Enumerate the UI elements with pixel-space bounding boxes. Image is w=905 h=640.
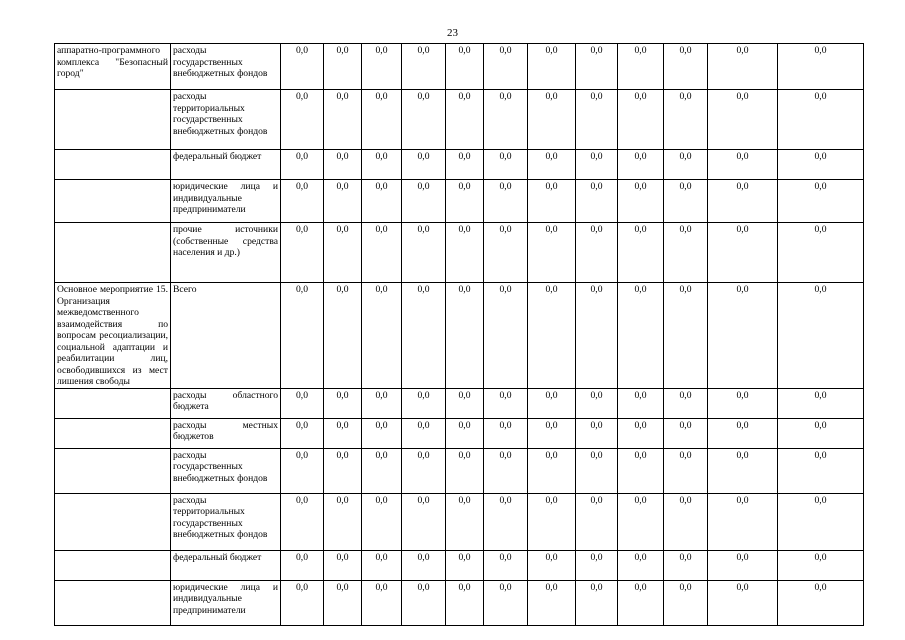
measure-name-continuation xyxy=(55,493,171,550)
value-cell: 0,0 xyxy=(778,90,864,150)
value-cell: 0,0 xyxy=(484,44,528,90)
value-cell: 0,0 xyxy=(446,448,484,493)
value-cell: 0,0 xyxy=(708,150,778,180)
table-row xyxy=(55,550,865,580)
value-cell: 0,0 xyxy=(664,44,708,90)
measure-name: аппаратно-программного комплекса "Безопасный город" xyxy=(55,44,171,90)
value-cell: 0,0 xyxy=(576,388,618,418)
value-cell: 0,0 xyxy=(484,150,528,180)
value-cell: 0,0 xyxy=(324,90,362,150)
value-cell: 0,0 xyxy=(446,90,484,150)
value-cell: 0,0 xyxy=(664,448,708,493)
value-cell: 0,0 xyxy=(324,388,362,418)
value-cell: 0,0 xyxy=(528,150,576,180)
value-cell: 0,0 xyxy=(324,493,362,550)
value-cell: 0,0 xyxy=(402,44,446,90)
funding-source: Всего xyxy=(171,283,281,389)
value-cell: 0,0 xyxy=(281,283,324,389)
value-cell: 0,0 xyxy=(778,283,864,389)
value-cell: 0,0 xyxy=(446,180,484,223)
value-cell: 0,0 xyxy=(576,580,618,625)
value-cell: 0,0 xyxy=(446,223,484,283)
value-cell: 0,0 xyxy=(402,580,446,625)
table-row xyxy=(55,44,865,90)
value-cell: 0,0 xyxy=(618,150,664,180)
value-cell: 0,0 xyxy=(324,44,362,90)
budget-table xyxy=(54,43,865,626)
value-cell: 0,0 xyxy=(618,223,664,283)
value-cell: 0,0 xyxy=(402,150,446,180)
value-cell: 0,0 xyxy=(708,550,778,580)
value-cell: 0,0 xyxy=(362,388,402,418)
value-cell: 0,0 xyxy=(281,580,324,625)
value-cell: 0,0 xyxy=(362,44,402,90)
value-cell: 0,0 xyxy=(778,44,864,90)
table-row xyxy=(55,223,865,283)
value-cell: 0,0 xyxy=(362,418,402,448)
value-cell: 0,0 xyxy=(362,223,402,283)
value-cell: 0,0 xyxy=(484,90,528,150)
value-cell: 0,0 xyxy=(528,580,576,625)
funding-source: расходы областного бюджета xyxy=(171,388,281,418)
table-row xyxy=(55,180,865,223)
value-cell: 0,0 xyxy=(484,448,528,493)
budget-table-body xyxy=(55,44,865,626)
value-cell: 0,0 xyxy=(708,180,778,223)
value-cell: 0,0 xyxy=(362,180,402,223)
value-cell: 0,0 xyxy=(446,580,484,625)
table-row xyxy=(55,418,865,448)
measure-name-continuation xyxy=(55,223,171,283)
funding-source: федеральный бюджет xyxy=(171,550,281,580)
value-cell: 0,0 xyxy=(528,448,576,493)
value-cell: 0,0 xyxy=(618,418,664,448)
value-cell: 0,0 xyxy=(484,180,528,223)
value-cell: 0,0 xyxy=(618,44,664,90)
value-cell: 0,0 xyxy=(281,90,324,150)
measure-name-continuation xyxy=(55,550,171,580)
value-cell: 0,0 xyxy=(484,550,528,580)
funding-source: расходы местных бюджетов xyxy=(171,418,281,448)
value-cell: 0,0 xyxy=(362,493,402,550)
value-cell: 0,0 xyxy=(528,418,576,448)
value-cell: 0,0 xyxy=(446,283,484,389)
value-cell: 0,0 xyxy=(281,493,324,550)
measure-name-continuation xyxy=(55,180,171,223)
value-cell: 0,0 xyxy=(778,388,864,418)
value-cell: 0,0 xyxy=(576,418,618,448)
value-cell: 0,0 xyxy=(778,180,864,223)
value-cell: 0,0 xyxy=(484,418,528,448)
value-cell: 0,0 xyxy=(281,150,324,180)
funding-source: расходы государственных внебюджетных фондов xyxy=(171,448,281,493)
value-cell: 0,0 xyxy=(708,90,778,150)
value-cell: 0,0 xyxy=(778,448,864,493)
value-cell: 0,0 xyxy=(446,150,484,180)
value-cell: 0,0 xyxy=(664,580,708,625)
value-cell: 0,0 xyxy=(402,448,446,493)
value-cell: 0,0 xyxy=(778,580,864,625)
value-cell: 0,0 xyxy=(484,493,528,550)
value-cell: 0,0 xyxy=(708,388,778,418)
value-cell: 0,0 xyxy=(362,580,402,625)
value-cell: 0,0 xyxy=(708,418,778,448)
value-cell: 0,0 xyxy=(576,550,618,580)
value-cell: 0,0 xyxy=(576,180,618,223)
value-cell: 0,0 xyxy=(402,388,446,418)
value-cell: 0,0 xyxy=(708,580,778,625)
value-cell: 0,0 xyxy=(281,180,324,223)
value-cell: 0,0 xyxy=(484,223,528,283)
value-cell: 0,0 xyxy=(484,283,528,389)
table-row xyxy=(55,493,865,550)
table-row xyxy=(55,580,865,625)
value-cell: 0,0 xyxy=(528,44,576,90)
value-cell: 0,0 xyxy=(778,493,864,550)
value-cell: 0,0 xyxy=(664,283,708,389)
value-cell: 0,0 xyxy=(618,388,664,418)
value-cell: 0,0 xyxy=(446,493,484,550)
value-cell: 0,0 xyxy=(402,283,446,389)
table-row xyxy=(55,388,865,418)
value-cell: 0,0 xyxy=(664,150,708,180)
table-row xyxy=(55,448,865,493)
value-cell: 0,0 xyxy=(324,418,362,448)
value-cell: 0,0 xyxy=(618,580,664,625)
measure-name-continuation xyxy=(55,448,171,493)
funding-source: расходы территориальных государственных внебюджетных фондов xyxy=(171,493,281,550)
value-cell: 0,0 xyxy=(402,418,446,448)
value-cell: 0,0 xyxy=(664,388,708,418)
measure-name-continuation xyxy=(55,388,171,418)
page-number: 23 xyxy=(447,27,458,39)
value-cell: 0,0 xyxy=(618,493,664,550)
value-cell: 0,0 xyxy=(664,180,708,223)
value-cell: 0,0 xyxy=(324,448,362,493)
value-cell: 0,0 xyxy=(664,550,708,580)
value-cell: 0,0 xyxy=(528,180,576,223)
value-cell: 0,0 xyxy=(281,44,324,90)
value-cell: 0,0 xyxy=(281,448,324,493)
value-cell: 0,0 xyxy=(618,550,664,580)
value-cell: 0,0 xyxy=(324,580,362,625)
value-cell: 0,0 xyxy=(402,180,446,223)
value-cell: 0,0 xyxy=(778,550,864,580)
value-cell: 0,0 xyxy=(528,90,576,150)
measure-name-continuation xyxy=(55,418,171,448)
measure-name-continuation xyxy=(55,580,171,625)
value-cell: 0,0 xyxy=(402,223,446,283)
value-cell: 0,0 xyxy=(708,223,778,283)
value-cell: 0,0 xyxy=(576,448,618,493)
value-cell: 0,0 xyxy=(618,283,664,389)
value-cell: 0,0 xyxy=(664,418,708,448)
value-cell: 0,0 xyxy=(528,550,576,580)
value-cell: 0,0 xyxy=(446,388,484,418)
value-cell: 0,0 xyxy=(281,223,324,283)
funding-source: расходы территориальных государственных внебюджетных фондов xyxy=(171,90,281,150)
value-cell: 0,0 xyxy=(446,44,484,90)
value-cell: 0,0 xyxy=(708,493,778,550)
value-cell: 0,0 xyxy=(362,150,402,180)
value-cell: 0,0 xyxy=(664,90,708,150)
value-cell: 0,0 xyxy=(324,283,362,389)
funding-source: расходы государственных внебюджетных фондов xyxy=(171,44,281,90)
table-row xyxy=(55,283,865,389)
value-cell: 0,0 xyxy=(402,493,446,550)
value-cell: 0,0 xyxy=(324,180,362,223)
value-cell: 0,0 xyxy=(576,90,618,150)
value-cell: 0,0 xyxy=(708,283,778,389)
value-cell: 0,0 xyxy=(324,550,362,580)
value-cell: 0,0 xyxy=(528,493,576,550)
funding-source: прочие источники (собственные средства населения и др.) xyxy=(171,223,281,283)
value-cell: 0,0 xyxy=(576,283,618,389)
value-cell: 0,0 xyxy=(446,550,484,580)
funding-source: федеральный бюджет xyxy=(171,150,281,180)
value-cell: 0,0 xyxy=(576,493,618,550)
value-cell: 0,0 xyxy=(362,283,402,389)
value-cell: 0,0 xyxy=(324,150,362,180)
value-cell: 0,0 xyxy=(362,550,402,580)
value-cell: 0,0 xyxy=(528,388,576,418)
value-cell: 0,0 xyxy=(664,493,708,550)
value-cell: 0,0 xyxy=(778,223,864,283)
value-cell: 0,0 xyxy=(362,448,402,493)
value-cell: 0,0 xyxy=(664,223,708,283)
value-cell: 0,0 xyxy=(281,388,324,418)
funding-source: юридические лица и индивидуальные предприниматели xyxy=(171,180,281,223)
measure-name-continuation xyxy=(55,90,171,150)
value-cell: 0,0 xyxy=(484,580,528,625)
measure-name: Основное мероприятие 15. Организация межведомственного взаимодействия по вопросам ресоциализации, социальной адаптации и реабилитации лиц, освободившихся из мест лишения свободы xyxy=(55,283,171,389)
value-cell: 0,0 xyxy=(708,44,778,90)
value-cell: 0,0 xyxy=(446,418,484,448)
value-cell: 0,0 xyxy=(576,223,618,283)
value-cell: 0,0 xyxy=(708,448,778,493)
value-cell: 0,0 xyxy=(618,448,664,493)
value-cell: 0,0 xyxy=(778,150,864,180)
table-row xyxy=(55,90,865,150)
value-cell: 0,0 xyxy=(528,283,576,389)
value-cell: 0,0 xyxy=(576,150,618,180)
table-row xyxy=(55,150,865,180)
value-cell: 0,0 xyxy=(402,550,446,580)
value-cell: 0,0 xyxy=(528,223,576,283)
value-cell: 0,0 xyxy=(618,90,664,150)
measure-name-continuation xyxy=(55,150,171,180)
value-cell: 0,0 xyxy=(778,418,864,448)
value-cell: 0,0 xyxy=(362,90,402,150)
value-cell: 0,0 xyxy=(281,418,324,448)
value-cell: 0,0 xyxy=(484,388,528,418)
value-cell: 0,0 xyxy=(324,223,362,283)
value-cell: 0,0 xyxy=(281,550,324,580)
value-cell: 0,0 xyxy=(618,180,664,223)
value-cell: 0,0 xyxy=(402,90,446,150)
value-cell: 0,0 xyxy=(576,44,618,90)
funding-source: юридические лица и индивидуальные предприниматели xyxy=(171,580,281,625)
